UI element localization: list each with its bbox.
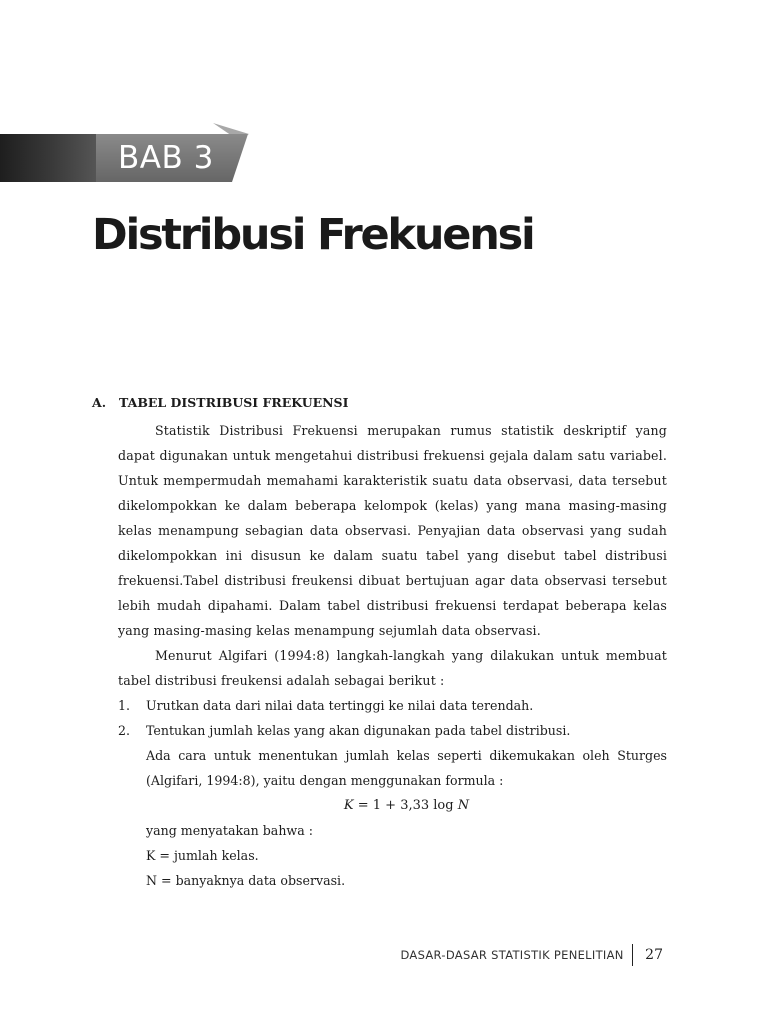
section-title: TABEL DISTRIBUSI FREKUENSI	[119, 395, 349, 410]
chapter-label: BAB 3	[118, 140, 214, 176]
list-item-text: Urutkan data dari nilai data tertinggi ke nilai data terendah.	[146, 698, 534, 713]
list-item-number: 1.	[118, 698, 131, 713]
section-letter: A.	[92, 395, 107, 410]
definition-n: N = banyaknya data observasi.	[146, 873, 346, 888]
page-number: 27	[645, 947, 663, 963]
body-text	[118, 418, 667, 893]
formula-explain: yang menyatakan bahwa :	[146, 823, 313, 838]
footer-divider	[632, 944, 634, 966]
sturges-formula	[118, 793, 667, 818]
list-item	[118, 718, 667, 743]
paragraph-algifari: Menurut Algifari (1994:8) langkah-langkah yang dilakukan untuk membuat tabel distribusi freukensi adalah sebagai berikut :	[118, 648, 667, 688]
section-heading	[92, 395, 348, 410]
definition-k: K = jumlah kelas.	[146, 848, 259, 863]
page-footer	[400, 944, 663, 966]
footer-book-title: DASAR-DASAR STATISTIK PENELITIAN	[400, 948, 624, 962]
steps-list	[118, 693, 667, 893]
list-item	[118, 693, 667, 718]
list-item-number: 2.	[118, 723, 131, 738]
step2-intro: Ada cara untuk menentukan jumlah kelas seperti dikemukakan oleh Sturges (Algifari, 1994:8), yaitu dengan menggunakan formula :	[146, 748, 667, 788]
formula-lhs: K	[343, 798, 354, 813]
paragraph-intro: Statistik Distribusi Frekuensi merupakan rumus statistik deskriptif yang dapat digunakan untuk mengetahui distribusi frekuensi gejala dalam satu variabel. Untuk mempermudah memahami karakteristik suatu data observasi, data tersebut dikelompokkan ke dalam beberapa kelompok (kelas) yang mana masing-masing kelas menampung sebagian data observasi. Penyajian data observasi yang sudah dikelompokkan ini disusun ke dalam suatu tabel yang disebut tabel distribusi frekuensi.Tabel distribusi freukensi dibuat bertujuan agar data observasi tersebut lebih mudah dipahami. Dalam tabel distribusi frekuensi terdapat beberapa kelas yang masing-masing kelas menampung sejumlah data observasi.	[118, 423, 667, 638]
formula-var: N	[457, 798, 470, 813]
list-item-text: Tentukan jumlah kelas yang akan digunakan pada tabel distribusi.	[146, 723, 571, 738]
chapter-title: Distribusi Frekuensi	[92, 210, 534, 260]
formula-rhs: = 1 + 3,33 log	[353, 798, 458, 813]
